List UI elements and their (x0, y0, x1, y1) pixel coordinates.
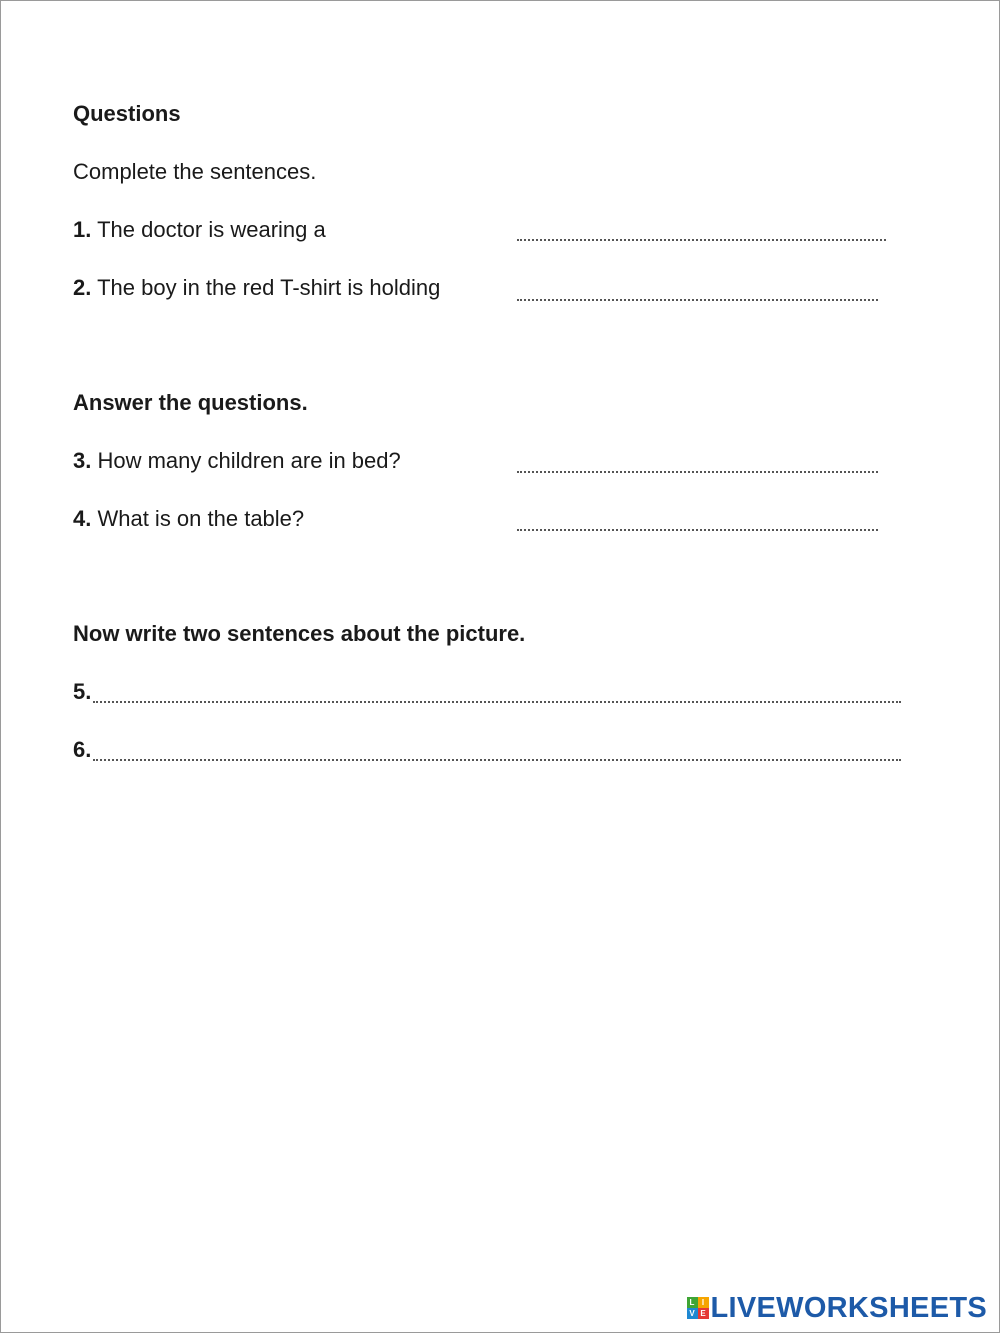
sentence-5-number: 5. (73, 679, 92, 704)
liveworksheets-logo[interactable] (687, 1292, 988, 1324)
answer-heading: Answer the questions. (73, 390, 308, 415)
answer-1-input[interactable] (517, 219, 886, 241)
question-3-number: 3. (73, 448, 92, 473)
question-1 (73, 217, 326, 243)
question-1-text: The doctor is wearing a (91, 217, 326, 242)
questions-heading: Questions (73, 101, 181, 126)
sentence-5-row (73, 679, 903, 705)
logo-cell-i: I (698, 1297, 709, 1308)
logo-cell-v: V (687, 1308, 698, 1319)
question-4-number: 4. (73, 506, 92, 531)
liveworksheets-logo-icon (687, 1297, 709, 1319)
logo-cell-e: E (698, 1308, 709, 1319)
question-3-text: How many children are in bed? (91, 448, 401, 473)
sentence-6-row (73, 737, 903, 763)
question-2-text: The boy in the red T-shirt is holding (91, 275, 441, 300)
question-4-text: What is on the table? (91, 506, 305, 531)
sentence-5-input[interactable] (93, 683, 901, 703)
sentence-6-input[interactable] (93, 741, 901, 761)
complete-instruction: Complete the sentences. (73, 159, 317, 184)
answer-3-input[interactable] (517, 451, 878, 473)
answer-2-input[interactable] (517, 279, 878, 301)
logo-cell-l: L (687, 1297, 698, 1308)
question-1-number: 1. (73, 217, 92, 242)
question-2-number: 2. (73, 275, 92, 300)
answer-4-input[interactable] (517, 509, 878, 531)
question-2 (73, 275, 440, 301)
liveworksheets-logo-text: LIVEWORKSHEETS (710, 1291, 987, 1324)
question-3 (73, 448, 401, 474)
question-4 (73, 506, 304, 532)
sentence-6-number: 6. (73, 737, 92, 762)
write-heading: Now write two sentences about the picture. (73, 621, 526, 646)
